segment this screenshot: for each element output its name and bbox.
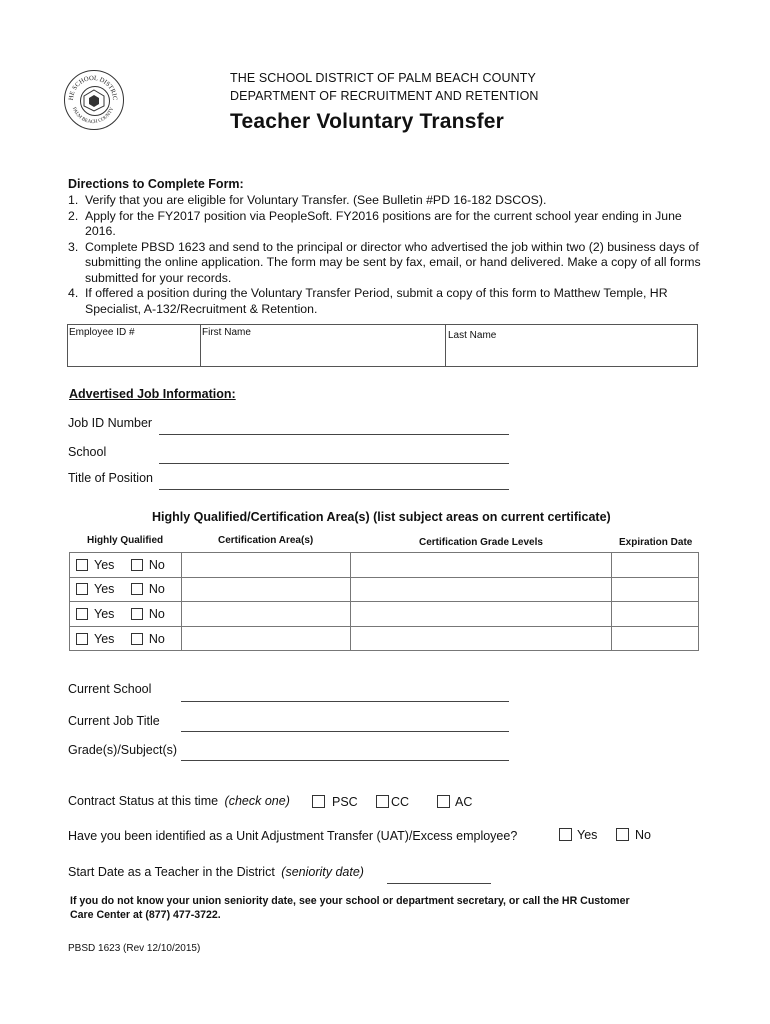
direction-item: 1. Verify that you are eligible for Voluntary Transfer. (See Bulletin #PD 16-182 DSCOS).	[68, 193, 547, 207]
table-row	[70, 577, 699, 602]
seal-emblem-icon	[80, 86, 110, 116]
highly-qualified-cell: Yes No	[70, 602, 182, 627]
contract-ac-option[interactable]: AC	[437, 795, 472, 810]
employee-info-box	[67, 324, 698, 367]
col-header-highly-qualified: Highly Qualified	[87, 535, 164, 546]
cert-area-cell[interactable]	[181, 602, 350, 627]
svg-text:THE SCHOOL DISTRICT: HE SCHOOL DISTRIC	[67, 74, 119, 101]
expiration-date-cell[interactable]	[612, 577, 699, 602]
current-school-input[interactable]	[181, 701, 509, 702]
certification-table	[69, 552, 699, 651]
cert-area-cell[interactable]	[181, 626, 350, 651]
form-id: PBSD 1623 (Rev 12/10/2015)	[68, 943, 201, 954]
highly-qualified-cell: Yes No	[70, 577, 182, 602]
contract-cc-option[interactable]: CC	[376, 795, 409, 810]
position-title-label: Title of Position	[68, 471, 153, 485]
cert-area-cell[interactable]	[181, 553, 350, 578]
directions-title: Directions to Complete Form:	[68, 177, 244, 191]
expiration-date-cell[interactable]	[612, 553, 699, 578]
cert-area-cell[interactable]	[181, 577, 350, 602]
no-checkbox[interactable]	[131, 583, 143, 595]
svg-text:PALM BEACH COUNTY: PALM BEACH COUNTY	[70, 106, 116, 126]
employee-id-field[interactable]	[68, 325, 201, 366]
cc-checkbox[interactable]	[376, 795, 389, 808]
contract-psc-option[interactable]: PSC	[312, 795, 358, 810]
grades-subjects-label: Grade(s)/Subject(s)	[68, 743, 178, 757]
yes-checkbox[interactable]	[76, 583, 88, 595]
yes-checkbox[interactable]	[76, 559, 88, 571]
last-name-label: Last Name	[448, 330, 497, 341]
certification-title: Highly Qualified/Certification Area(s) (list subject areas on current certificate)	[152, 510, 611, 524]
grades-subjects-input[interactable]	[181, 760, 509, 761]
uat-no-checkbox[interactable]	[616, 828, 629, 841]
grade-levels-cell[interactable]	[350, 577, 612, 602]
employee-id-label: Employee ID #	[69, 327, 135, 338]
job-id-input[interactable]	[159, 434, 509, 435]
district-name: THE SCHOOL DISTRICT OF PALM BEACH COUNTY	[230, 71, 536, 85]
grade-levels-cell[interactable]	[350, 553, 612, 578]
last-name-field[interactable]	[446, 325, 699, 366]
contract-status-label: Contract Status at this time (check one)	[68, 794, 290, 808]
psc-checkbox[interactable]	[312, 795, 325, 808]
direction-item: 2. Apply for the FY2017 position via PeopleSoft. FY2016 positions are for the current school year ending in June 2016.	[68, 208, 682, 238]
seniority-label: Start Date as a Teacher in the District (seniority date)	[68, 865, 364, 879]
col-header-cert-area: Certification Area(s)	[218, 535, 314, 546]
seniority-note: If you do not know your union seniority date, see your school or department secretary, or call the HR Customer Care Center at (877) 477-3722.	[70, 895, 630, 921]
first-name-label: First Name	[202, 327, 251, 338]
expiration-date-cell[interactable]	[612, 602, 699, 627]
highly-qualified-cell: Yes No	[70, 626, 182, 651]
highly-qualified-cell: Yes No	[70, 553, 182, 578]
page-title: Teacher Voluntary Transfer	[230, 110, 505, 133]
district-seal-logo	[64, 70, 124, 130]
ac-checkbox[interactable]	[437, 795, 450, 808]
seniority-hint: (seniority date)	[281, 865, 364, 879]
direction-item: 3. Complete PBSD 1623 and send to the principal or director who advertised the job within two (2) business days of submitting the online application. The form may be sent by fax, email, or hand delivered. Make a copy of all forms submitted for your records.	[68, 239, 701, 285]
expiration-date-cell[interactable]	[612, 626, 699, 651]
no-checkbox[interactable]	[131, 608, 143, 620]
table-row	[70, 553, 699, 578]
first-name-field[interactable]	[201, 325, 446, 366]
no-checkbox[interactable]	[131, 559, 143, 571]
advertised-job-title: Advertised Job Information:	[69, 387, 236, 401]
col-header-grade-levels: Certification Grade Levels	[419, 537, 543, 548]
contract-status-hint: (check one)	[224, 794, 290, 808]
grade-levels-cell[interactable]	[350, 626, 612, 651]
col-header-expiration: Expiration Date	[619, 537, 693, 548]
uat-question: Have you been identified as a Unit Adjustment Transfer (UAT)/Excess employee?	[68, 829, 518, 843]
current-job-title-label: Current Job Title	[68, 714, 160, 728]
position-title-input[interactable]	[159, 489, 509, 490]
uat-yes-checkbox[interactable]	[559, 828, 572, 841]
uat-no-option[interactable]: No	[616, 828, 651, 843]
job-id-label: Job ID Number	[68, 416, 153, 430]
directions-list	[68, 193, 708, 317]
table-row	[70, 626, 699, 651]
current-school-label: Current School	[68, 682, 152, 696]
department-name: DEPARTMENT OF RECRUITMENT AND RETENTION	[230, 89, 539, 103]
school-label: School	[68, 445, 107, 459]
seniority-date-input[interactable]	[387, 883, 491, 884]
no-checkbox[interactable]	[131, 633, 143, 645]
grade-levels-cell[interactable]	[350, 602, 612, 627]
yes-checkbox[interactable]	[76, 608, 88, 620]
direction-item: 4. If offered a position during the Voluntary Transfer Period, submit a copy of this form to Matthew Temple, HR Specialist, A-132/Recruitment & Retention.	[68, 286, 668, 316]
table-row	[70, 602, 699, 627]
school-input[interactable]	[159, 463, 509, 464]
uat-yes-option[interactable]: Yes	[559, 828, 597, 843]
current-job-title-input[interactable]	[181, 731, 509, 732]
yes-checkbox[interactable]	[76, 633, 88, 645]
